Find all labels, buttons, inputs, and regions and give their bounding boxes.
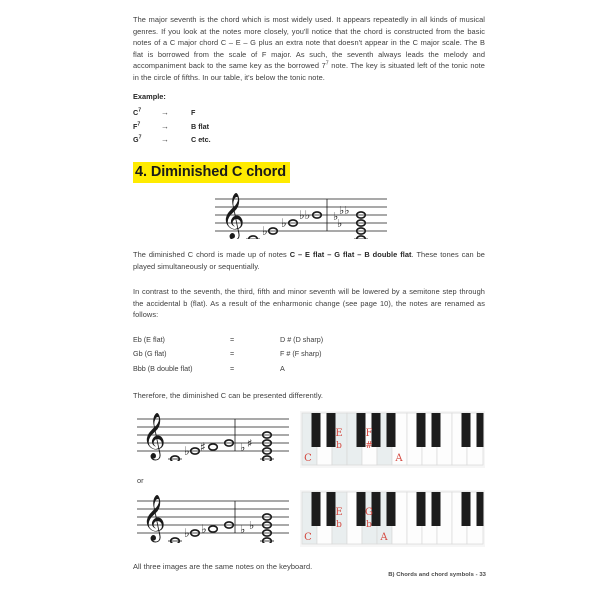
page-title: 4. Diminished C chord [133,162,290,183]
example-target-2: B flat [191,121,209,131]
key-label-c: C [304,452,312,464]
enharmonic-right-1: D # (D sharp) [280,334,324,344]
page-content [133,14,485,572]
key-label-f: F [365,427,373,439]
chord-paragraph-bold: C – E flat – G flat – B double flat [289,250,412,260]
flat-accidental-icon: ♭ [201,521,207,536]
flat-accidental-icon: ♭ [240,440,246,454]
flat-accidental-icon: ♭ [281,216,287,231]
enharmonic-right-3: A [280,363,285,373]
staff-diminished-c-sharp-spelling [137,413,289,461]
music-staff-svg-2 [137,413,289,461]
treble-clef-icon: 𝄞 [142,412,166,459]
key-label-flat-icon: b [336,440,342,451]
section-heading-wrap [133,149,485,183]
double-flat-accidental-icon: ♭♭ [299,208,311,223]
intro-paragraph-head: The major seventh is the chord which is most widely used. It appears repeatedly in all kinds of musical genres. If you look at the notes more closely, you'll notice that the chord is constructed from the basic notes of a C major chord C – E – G plus an extra note that doesn't appear in the C major scale. The B flat is borrowed from the scale of F major. As such, the seventh always leads the melody and accompaniment back to the same key as the borrowed 7 [133,15,485,71]
key-label-e: E [335,427,343,439]
music-staff-svg-1 [215,193,387,239]
enharmonic-eq-3: = [230,363,235,373]
example-chord-table [133,108,311,149]
sharp-accidental-icon: ♯ [247,436,253,450]
example-arrow-3: → [161,135,169,145]
chord-paragraph-post: . These tones can be played simultaneously or sequentially. [133,250,485,271]
flat-accidental-icon: ♭ [333,210,339,224]
enharmonic-table [133,335,323,379]
staff-diminished-c-double-flat [215,193,485,239]
intro-paragraph-tail: note. The key is situated left of the tonic note in the circle of fifths. In our table, it's below the tonic note. [133,61,485,82]
table-row [133,122,311,136]
enharmonic-eq-1: = [230,334,235,344]
keyboard-svg-1 [300,411,485,468]
flat-accidental-icon: ♭ [184,525,190,540]
enharmonic-right-2: F # (F sharp) [280,349,322,359]
treble-clef-icon: 𝄞 [221,193,245,240]
example-arrow-1: → [161,108,169,118]
chord-definition-paragraph [133,249,485,272]
enharmonic-left-2: Gb (G flat) [133,349,167,359]
enharmonic-left-1: Eb (E flat) [133,334,165,344]
therefore-paragraph: Therefore, the diminished C can be presented differently. [133,391,324,401]
notation-row-two [133,490,485,547]
key-label-sharp-icon: # [365,440,373,451]
key-label-e: E [335,506,343,518]
keyboard-svg-2 [300,490,485,547]
example-target-1: F [191,108,196,118]
table-row [133,349,323,364]
seventh-superscript: 7 [325,60,329,67]
key-label-c: C [304,531,312,543]
sharp-accidental-icon: ♯ [200,439,206,454]
table-row [133,135,311,149]
flat-accidental-icon: ♭ [240,522,246,536]
example-chord-3 [133,135,161,149]
key-label-flat-icon: b [336,519,342,530]
enharmonic-eq-2: = [230,349,235,359]
chord-superscript: 7 [138,135,142,142]
example-arrow-2: → [161,121,169,131]
flat-accidental-icon: ♭ [184,443,190,458]
enharmonic-left-3: Bbb (B double flat) [133,363,193,373]
table-row [133,335,323,350]
staff-diminished-c-flat-spelling [137,495,289,543]
chord-letter: C [133,108,139,118]
flat-accidental-icon: ♭ [337,217,343,231]
contrast-paragraph: In contrast to the seventh, the third, fifth and minor seventh will be lowered by a semitone step through the accidental b (flat). As a result of the enharmonic change (see page 10), the notes are renamed as follows: [133,287,485,320]
intro-paragraph [133,14,485,83]
closing-paragraph: All three images are the same notes on the keyboard. [133,561,313,571]
key-label-flat-icon: b [366,519,372,530]
chord-letter: G [133,135,139,145]
treble-clef-icon: 𝄞 [142,494,166,541]
key-label-g: G [365,506,373,518]
music-staff-svg-3 [137,495,289,543]
table-row [133,364,323,379]
keyboard-diagram-flat-spelling [300,490,485,547]
notation-row-one [133,413,485,468]
flat-accidental-icon: ♭ [249,518,255,532]
chord-superscript: 7 [137,121,141,128]
example-target-3: C etc. [191,135,211,145]
example-chord-2 [133,122,161,136]
page-footer: B) Chords and chord symbols - 33 [388,572,486,578]
chord-paragraph-pre: The diminished C chord is made up of notes [133,250,290,260]
keyboard-diagram-sharp-spelling [300,411,485,468]
flat-accidental-icon: ♭ [262,224,268,239]
key-label-a: A [395,452,403,464]
chord-letter: F [133,121,138,131]
example-chord-1 [133,108,161,122]
example-label: Example: [133,92,166,102]
key-label-a: A [380,531,388,543]
double-flat-accidental-icon: ♭♭ [339,204,350,218]
or-label: or [137,475,144,485]
chord-superscript: 7 [138,107,142,114]
table-row [133,108,311,122]
